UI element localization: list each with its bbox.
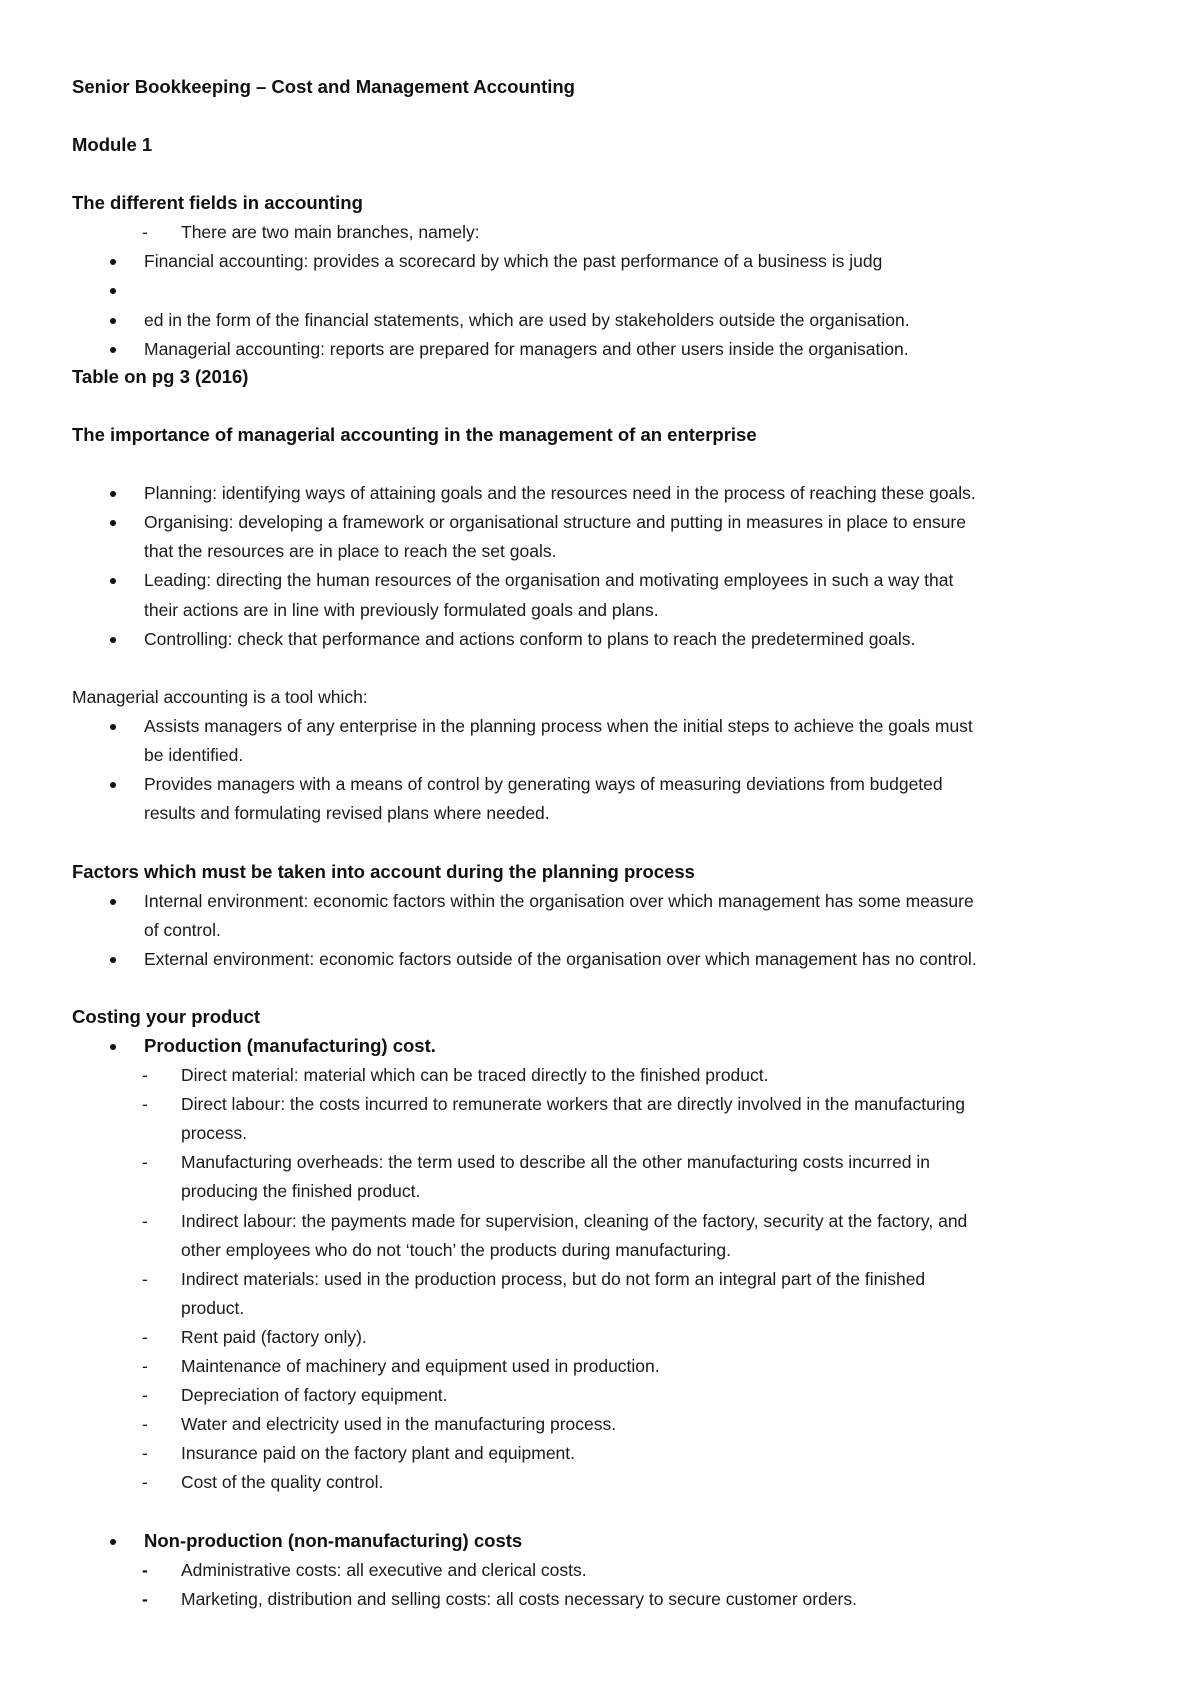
dash-bullet: - [142, 1472, 148, 1492]
list-item: Organising: developing a framework or organisational structure and putting in measures in place to ensure [0, 508, 1200, 536]
bullet-icon [110, 782, 116, 788]
section-heading-importance: The importance of managerial accounting in the management of an enterprise [72, 424, 757, 445]
bullet-icon [110, 724, 116, 730]
bullet-icon [110, 520, 116, 526]
list-item: Managerial accounting: reports are prepared for managers and other users inside the organisation. [0, 335, 1200, 363]
bullet-icon [110, 578, 116, 584]
list-item: - Manufacturing overheads: the term used to describe all the other manufacturing costs incurred in [0, 1148, 1200, 1176]
dash-bullet: - [142, 1560, 148, 1580]
bullet-icon [110, 1044, 116, 1050]
bullet-icon [110, 491, 116, 497]
list-item: Financial accounting: provides a scorecard by which the past performance of a business is judg [0, 247, 1200, 275]
list-item-continuation: of control. [144, 920, 221, 940]
list-item: - Marketing, distribution and selling costs: all costs necessary to secure customer orders. [0, 1585, 1200, 1613]
list-item: - Insurance paid on the factory plant and equipment. [0, 1439, 1200, 1467]
bullet-icon [110, 1539, 116, 1545]
dash-bullet: - [142, 1356, 148, 1376]
list-item: Controlling: check that performance and actions conform to plans to reach the predetermined goals. [0, 625, 1200, 653]
dash-bullet: - [142, 1414, 148, 1434]
dash-bullet: - [142, 1385, 148, 1405]
list-item: - Depreciation of factory equipment. [0, 1381, 1200, 1409]
list-item-continuation: that the resources are in place to reach the set goals. [144, 541, 557, 561]
module-heading: Module 1 [72, 134, 153, 155]
list-item: Assists managers of any enterprise in the planning process when the initial steps to achieve the goals must [0, 712, 1200, 740]
dash-bullet: - [142, 222, 148, 242]
tool-intro: Managerial accounting is a tool which: [72, 687, 368, 707]
list-item-continuation: be identified. [144, 745, 244, 765]
list-item-continuation: producing the finished product. [181, 1181, 421, 1201]
dash-bullet: - [142, 1269, 148, 1289]
dash-bullet: - [142, 1065, 148, 1085]
bullet-icon [110, 347, 116, 353]
list-item-continuation: other employees who do not ‘touch’ the products during manufacturing. [181, 1240, 731, 1260]
bullet-icon [110, 318, 116, 324]
bullet-icon [110, 899, 116, 905]
bullet-icon [110, 957, 116, 963]
dash-bullet: - [142, 1152, 148, 1172]
section-heading-factors: Factors which must be taken into account during the planning process [72, 861, 695, 882]
list-item: - Indirect labour: the payments made for supervision, cleaning of the factory, security at the factory, and [0, 1207, 1200, 1235]
list-item: - Cost of the quality control. [0, 1468, 1200, 1496]
list-item: - There are two main branches, namely: [0, 218, 1200, 246]
dash-bullet: - [142, 1589, 148, 1609]
bullet-icon [110, 637, 116, 643]
section-heading-fields: The different fields in accounting [72, 192, 363, 213]
section-heading-costing: Costing your product [72, 1006, 261, 1027]
list-item: - Maintenance of machinery and equipment used in production. [0, 1352, 1200, 1380]
list-item-continuation: product. [181, 1298, 245, 1318]
dash-bullet: - [142, 1211, 148, 1231]
list-item: Planning: identifying ways of attaining goals and the resources need in the process of reaching these goals. [0, 479, 1200, 507]
list-item-continuation: their actions are in line with previously formulated goals and plans. [144, 600, 659, 620]
list-item-continuation: results and formulating revised plans where needed. [144, 803, 550, 823]
list-item [0, 276, 1200, 304]
list-item: Leading: directing the human resources of the organisation and motivating employees in such a way that [0, 566, 1200, 594]
subheading-nonproduction: Non-production (non-manufacturing) costs [0, 1527, 1200, 1555]
document-title: Senior Bookkeeping – Cost and Management Accounting [72, 76, 575, 97]
list-item-continuation: process. [181, 1123, 248, 1143]
list-item: - Rent paid (factory only). [0, 1323, 1200, 1351]
bullet-icon [110, 259, 116, 265]
list-item: External environment: economic factors outside of the organisation over which management has no control. [0, 945, 1200, 973]
list-item: - Water and electricity used in the manufacturing process. [0, 1410, 1200, 1438]
bullet-icon [110, 288, 116, 294]
list-item: Internal environment: economic factors within the organisation over which management has some measure [0, 887, 1200, 915]
list-item: - Indirect materials: used in the production process, but do not form an integral part of the finished [0, 1265, 1200, 1293]
subheading-production: Production (manufacturing) cost. [0, 1032, 1200, 1060]
table-note: Table on pg 3 (2016) [72, 366, 249, 387]
list-item: ed in the form of the financial statements, which are used by stakeholders outside the organisation. [0, 306, 1200, 334]
list-item: - Direct labour: the costs incurred to remunerate workers that are directly involved in the manufacturing [0, 1090, 1200, 1118]
list-item: Provides managers with a means of control by generating ways of measuring deviations from budgeted [0, 770, 1200, 798]
list-item: - Direct material: material which can be traced directly to the finished product. [0, 1061, 1200, 1089]
dash-bullet: - [142, 1443, 148, 1463]
dash-bullet: - [142, 1327, 148, 1347]
list-item: - Administrative costs: all executive and clerical costs. [0, 1556, 1200, 1584]
dash-bullet: - [142, 1094, 148, 1114]
